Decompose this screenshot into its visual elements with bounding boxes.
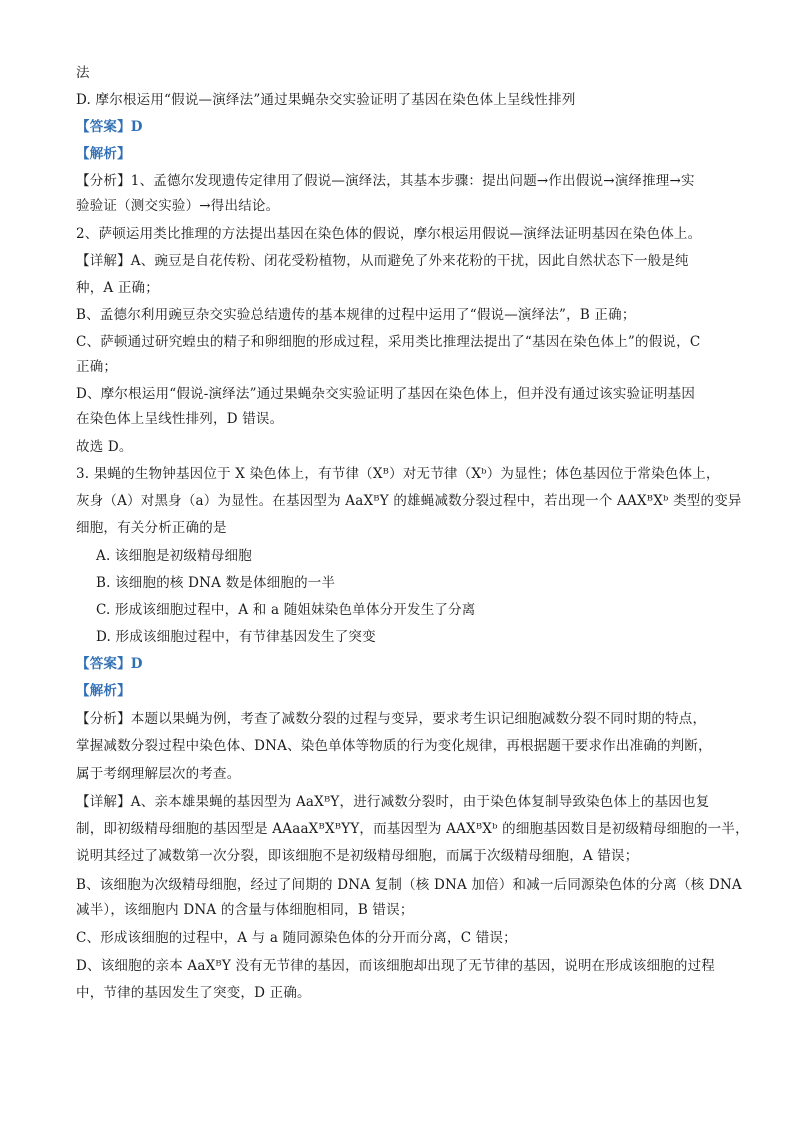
- text-line: 【分析】本题以果蝇为例，考查了减数分裂的过程与变异，要求考生识记细胞减数分裂不同时期的特点，: [76, 711, 707, 727]
- text-line: D. 摩尔根运用“假说—演绎法”通过果蝇杂交实验证明了基因在染色体上呈线性排列: [76, 92, 576, 108]
- text-line: 【分析】1、孟德尔发现遗传定律用了假说—演绎法，其基本步骤：提出问题→作出假说→演绎推理→实: [76, 173, 695, 189]
- text-line: 中，节律的基因发生了突变，D 正确。: [76, 985, 311, 1001]
- text-line: 验验证（测交实验）→得出结论。: [76, 198, 280, 214]
- text-line: D、摩尔根运用“假说-演绎法”通过果蝇杂交实验证明了基因在染色体上，但并没有通过该实验证明基因: [76, 386, 696, 402]
- text-line: D、该细胞的亲本 AaXᴮY 没有无节律的基因，而该细胞却出现了无节律的基因，说明在形成该细胞的过程: [76, 958, 715, 974]
- text-line: C、萨顿通过研究蝗虫的精子和卵细胞的形成过程，采用类比推理法提出了“基因在染色体上”的假说，C: [76, 334, 701, 350]
- text-line: B、该细胞为次级精母细胞，经过了间期的 DNA 复制（核 DNA 加倍）和减一后同源染色体的分离（核 DNA: [76, 877, 742, 893]
- text-line: 正确；: [76, 359, 118, 375]
- text-line: B. 该细胞的核 DNA 数是体细胞的一半: [96, 575, 336, 591]
- text-line: 灰身（A）对黑身（a）为显性。在基因型为 AaXᴮY 的雄蝇减数分裂过程中，若出现一个 AAXᴮXᵇ 类型的变异: [76, 493, 742, 509]
- text-line: 【详解】A、亲本雄果蝇的基因型为 AaXᴮY，进行减数分裂时，由于染色体复制导致染色体上的基因也复: [76, 794, 710, 810]
- text-line: 制，即初级精母细胞的基因型是 AAaaXᴮXᴮYY，而基因型为 AAXᴮXᵇ 的细胞基因数目是初级精母细胞的一半，: [76, 821, 749, 837]
- text-line: 2、萨顿运用类比推理的方法提出基因在染色体的假说，摩尔根运用假说—演绎法证明基因在染色体上。: [76, 226, 702, 242]
- section-tag: 【解析】: [76, 146, 131, 162]
- text-line: 在染色体上呈线性排列，D 错误。: [76, 411, 284, 427]
- text-line: C. 形成该细胞过程中，A 和 a 随姐妹染色单体分开发生了分离: [96, 602, 476, 618]
- text-line: B、孟德尔利用豌豆杂交实验总结遗传的基本规律的过程中运用了“假说—演绎法”，B 正确；: [76, 307, 636, 323]
- text-line: 细胞，有关分析正确的是: [76, 520, 227, 536]
- text-line: 法: [76, 65, 90, 81]
- text-line: 3. 果蝇的生物钟基因位于 X 染色体上，有节律（Xᴮ）对无节律（Xᵇ）为显性；体色基因位于常染色体上，: [76, 466, 720, 482]
- text-line: D. 形成该细胞过程中，有节律基因发生了突变: [96, 629, 376, 645]
- text-line: A. 该细胞是初级精母细胞: [96, 548, 252, 564]
- section-tag: 【解析】: [76, 683, 131, 699]
- text-line: 掌握减数分裂过程中染色体、DNA、染色单体等物质的行为变化规律，再根据题干要求作出准确的判断，: [76, 738, 712, 754]
- section-tag: 【答案】D: [76, 119, 143, 135]
- text-line: 属于考纲理解层次的考查。: [76, 766, 241, 782]
- text-line: 故选 D。: [76, 439, 133, 455]
- text-line: 种，A 正确；: [76, 280, 159, 296]
- text-line: 说明其经过了减数第一次分裂，即该细胞不是初级精母细胞，而属于次级精母细胞，A 错误；: [76, 848, 639, 864]
- text-line: C、形成该细胞的过程中，A 与 a 随同源染色体的分开而分离，C 错误；: [76, 930, 517, 946]
- section-tag: 【答案】D: [76, 656, 143, 672]
- text-line: 减半），该细胞内 DNA 的含量与体细胞相同，B 错误；: [76, 902, 414, 918]
- text-line: 【详解】A、豌豆是自花传粉、闭花受粉植物，从而避免了外来花粉的干扰，因此自然状态下一般是纯: [76, 253, 689, 269]
